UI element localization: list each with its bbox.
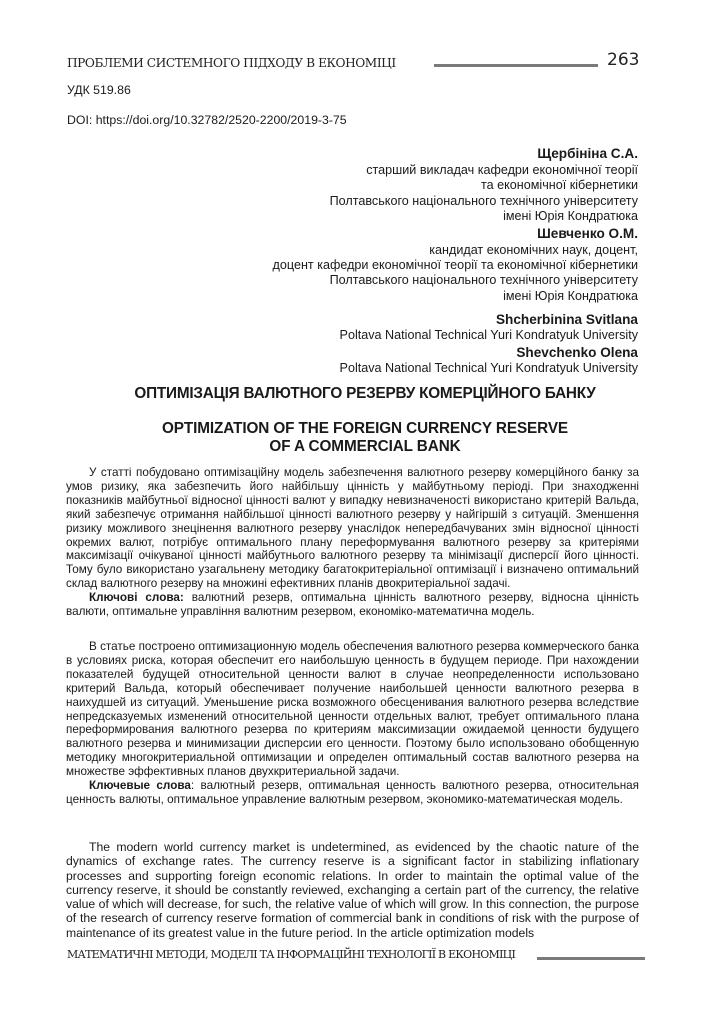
authors-ua — [273, 145, 638, 304]
abstract-en — [66, 840, 639, 940]
keywords-list: валютний резерв, оптимальна цінність валютного резерву, відносна цінність валюти, оптимальне управління валютним резервом, економіко-математична модель. — [66, 591, 639, 619]
author-name: Щербініна С.А. — [537, 146, 638, 161]
journal-section-title: ПРОБЛЕМИ СИСТЕМНОГО ПІДХОДУ В ЕКОНОМІЦІ — [67, 56, 396, 70]
keywords-paragraph — [66, 591, 639, 619]
authors-en — [340, 311, 638, 376]
author-affiliation-line: Полтавського національного технічного університету — [329, 273, 638, 288]
author-affiliation-line: та економічної кібернетики — [481, 178, 638, 193]
footer-rule — [537, 957, 645, 960]
author-affiliation-line: старший викладач кафедри економічної теорії — [366, 163, 638, 177]
keywords-label: Ключевые слова — [89, 779, 191, 793]
keywords-label: Ключові слова: — [89, 591, 184, 605]
author-name-en: Shcherbinina Svitlana — [495, 312, 638, 327]
author-name: Шевченко О.М. — [537, 225, 638, 241]
running-footer — [67, 948, 647, 968]
abstract-text: У статті побудовано оптимізаційну модель забезпечення валютного резерву комерційного банку за умов ризику, яка забезпечить його найбільшу цінність у майбутньому періоді. При знаходженні показників майбутньої відносної цінності валют у випадку невизначеності використано критерій Вальда, який забезпечує отримання найбільшої цінності валютного резерву у найгіршій з ситуацій. Зменшення ризику можливого знецінення валютного резерву унаслідок непередбачуваних змін відносної цінності окремих валют, потрібує оптимального плану переформування валютного резерву за критеріями максимізації очікуваної цінності майбутнього валютного резерву та мінімізації дисперсії його цінності. Тому було використано узагальнену методику багатокритеріальної оптимізації і визначено оптимальний склад валютного резерву на множині ефективних планів двокритеріальної задачі. — [66, 466, 639, 591]
title-en-line: OPTIMIZATION OF THE FOREIGN CURRENCY RESERVE — [161, 420, 569, 437]
doi-link[interactable]: DOI: https://doi.org/10.32782/2520-2200/2019-3-75 — [67, 113, 347, 127]
author-name-en: Shevchenko Olena — [516, 344, 638, 360]
author-affiliation-line: імені Юрія Кондратюка — [503, 288, 638, 303]
running-header — [67, 50, 647, 76]
author-affiliation-line: імені Юрія Кондратюка — [503, 209, 638, 224]
author-affiliation-en: Poltava National Technical Yuri Kondratyuk University — [339, 328, 638, 342]
title-en-line: OF A COMMERCIAL BANK — [269, 438, 461, 455]
udk-code: УДК 519.86 — [67, 83, 131, 97]
article-title-ua: ОПТИМІЗАЦІЯ ВАЛЮТНОГО РЕЗЕРВУ КОМЕРЦІЙНОГО БАНКУ — [134, 385, 596, 402]
author-affiliation-en: Poltava National Technical Yuri Kondratyuk University — [339, 360, 638, 375]
author-affiliation-line: Полтавського національного технічного університету — [329, 193, 638, 208]
article-title-en — [60, 420, 670, 456]
author-affiliation-line: кандидат економічних наук, доцент, — [429, 242, 638, 257]
page-number: 263 — [607, 50, 640, 70]
author-affiliation-line: доцент кафедри економічної теорії та економічної кібернетики — [272, 258, 638, 273]
footer-section-title: МАТЕМАТИЧНІ МЕТОДИ, МОДЕЛІ ТА ІНФОРМАЦІЙНІ ТЕХНОЛОГІЇ В ЕКОНОМІЦІ — [67, 948, 516, 961]
abstract-ru — [66, 640, 639, 807]
abstract-text: The modern world currency market is undetermined, as evidenced by the chaotic nature of the dynamics of exchange rates. The currency reserve is a significant factor in stabilizing inflationary processes and supporting foreign economic relations. In order to maintain the optimal value of the currency reserve, it should be constantly reviewed, exchanging a certain part of the currency, the relative value of which will decrease, for such, the relative value of which will grow. In this connection, the purpose of the research of currency reserve formation of commercial bank in conditions of risk with the purpose of maintenance of its greatest value in the future period. In the article optimization models — [66, 840, 639, 940]
abstract-ua — [66, 466, 639, 619]
keywords-paragraph — [66, 779, 639, 807]
abstract-text: В статье построено оптимизационную модель обеспечения валютного резерва коммерческого банка в условиях риска, которая обеспечит его наибольшую ценность в будущем периоде. При нахождении показателей будущей относительной ценности валют в случае неопределенности использовано критерий Вальда, который обеспечивает получение наибольшей ценности валютного резерва в наихудшей из ситуаций. Уменьшение риска возможного обесценивания валютного резерва вследствие непредсказуемых изменений относительной ценности отдельных валют, требует оптимального плана переформирования валютного резерва по критериям максимизации ожидаемой ценности будущего валютного резерва и минимизации дисперсии его ценности. Поэтому было использовано обобщенную методику многокритериальной оптимизации и определен оптимальный состав валютного резерва на множестве эффективных планов двухкритериальной задачи. — [66, 640, 639, 779]
keywords-list: : валютный резерв, оптимальная ценность валютного резерва, относительная ценность валюты, оптимальное управление валютным резервом, экономико-математическая модель. — [66, 779, 640, 806]
header-rule — [434, 64, 598, 67]
